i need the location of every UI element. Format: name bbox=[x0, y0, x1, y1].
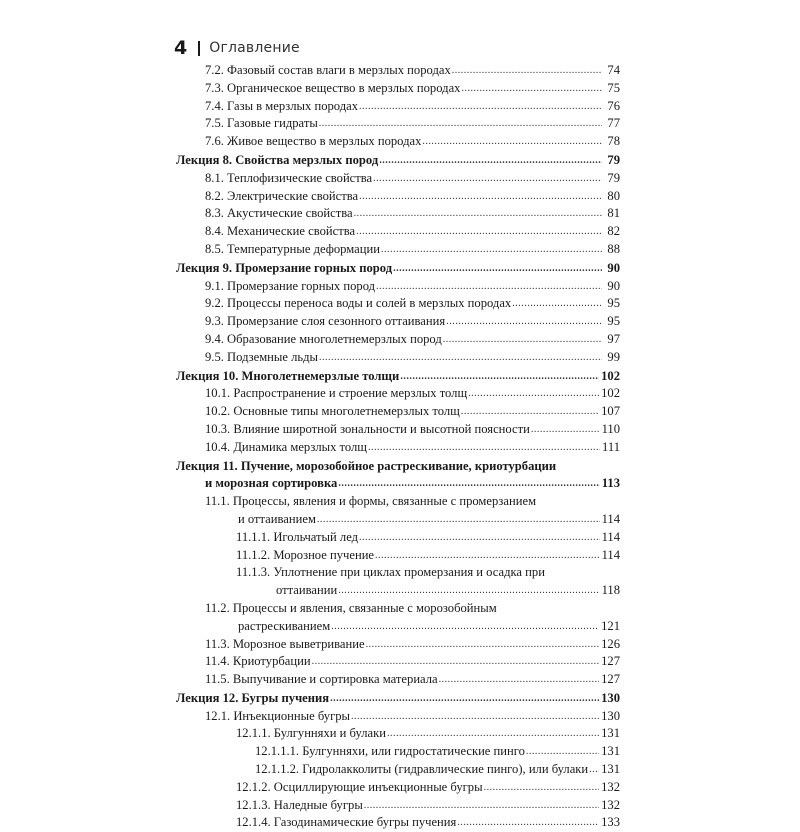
toc-section-entry[interactable] bbox=[176, 529, 620, 547]
toc-section-entry[interactable] bbox=[176, 779, 620, 797]
toc-entry-label: 11.1.3. Уплотнение при циклах промерзания и осадка при bbox=[236, 565, 545, 580]
toc-entry-label: 10.4. Динамика мерзлых толщ bbox=[205, 439, 367, 454]
toc-page-number: 79 bbox=[607, 170, 620, 185]
toc-entry-row bbox=[205, 708, 620, 726]
toc-entry-row bbox=[205, 80, 620, 98]
toc-section-entry[interactable] bbox=[176, 188, 620, 206]
toc-entry-row bbox=[205, 671, 620, 689]
toc-section-entry[interactable] bbox=[176, 600, 620, 636]
toc-entry-row bbox=[176, 152, 620, 170]
toc-entry-row bbox=[236, 797, 620, 815]
toc-entry-label: 9.4. Образование многолетнемерзлых пород bbox=[205, 331, 442, 346]
toc-entry-label: 8.4. Механические свойства bbox=[205, 224, 356, 239]
toc-page-number: 118 bbox=[601, 583, 620, 598]
toc-entry-label: 8.5. Температурные деформации bbox=[205, 241, 380, 256]
toc-page-number: 78 bbox=[607, 134, 620, 149]
toc-entry-row bbox=[255, 761, 620, 779]
dot-leader bbox=[354, 205, 602, 223]
toc-section-entry[interactable] bbox=[176, 421, 620, 439]
dot-leader bbox=[351, 708, 599, 726]
toc-page-number: 102 bbox=[601, 368, 620, 383]
toc-entry-row bbox=[205, 653, 620, 671]
toc-page-number: 131 bbox=[601, 762, 620, 777]
toc-entry-label: Лекция 12. Бугры пучения bbox=[176, 690, 330, 705]
toc-entry-row bbox=[205, 313, 620, 331]
dot-leader bbox=[461, 403, 599, 421]
toc-page-number: 79 bbox=[607, 152, 620, 167]
toc-entry-label: 11.5. Выпучивание и сортировка материала bbox=[205, 672, 438, 687]
toc-entry-row bbox=[205, 385, 620, 403]
toc-entry-label: 9.5. Подземные льды bbox=[205, 349, 318, 364]
toc-page-number: 114 bbox=[601, 511, 620, 526]
dot-leader bbox=[338, 582, 599, 600]
dot-leader bbox=[319, 115, 602, 133]
toc-entry-label: 12.1.1.2. Гидролакколиты (гидравлические пинго), или булаки bbox=[255, 762, 589, 777]
toc-entry-row bbox=[176, 260, 620, 278]
toc-entry-label: 7.2. Фазовый состав влаги в мерзлых породах bbox=[205, 63, 451, 77]
toc-page-number: 77 bbox=[607, 116, 620, 131]
toc-page-number: 131 bbox=[601, 726, 620, 741]
dot-leader bbox=[359, 188, 602, 206]
toc-page-number: 133 bbox=[601, 815, 620, 830]
toc-entry-label: 12.1.1. Булгунняхи и булаки bbox=[236, 726, 386, 741]
toc-section-entry[interactable] bbox=[176, 493, 620, 529]
toc-entry-label: 8.1. Теплофизические свойства bbox=[205, 170, 373, 185]
dot-leader bbox=[589, 761, 599, 779]
toc-entry-label: 11.2. Процессы и явления, связанные с морозобойным bbox=[205, 600, 497, 615]
dot-leader bbox=[312, 653, 600, 671]
table-of-contents bbox=[176, 62, 620, 832]
toc-entry-label-continuation: оттаивании bbox=[276, 583, 338, 598]
toc-entry-label: 12.1. Инъекционные бугры bbox=[205, 708, 350, 723]
toc-page-number: 111 bbox=[602, 439, 620, 454]
dot-leader bbox=[531, 421, 600, 439]
toc-page-number: 130 bbox=[601, 708, 620, 723]
header-title: Оглавление bbox=[209, 40, 300, 56]
toc-entry-row bbox=[205, 295, 620, 313]
toc-page-number: 114 bbox=[601, 529, 620, 544]
toc-entry-row bbox=[236, 779, 620, 797]
dot-leader bbox=[422, 133, 602, 151]
toc-entry-row bbox=[236, 529, 620, 547]
toc-entry-label: 7.4. Газы в мерзлых породах bbox=[205, 98, 359, 113]
toc-entry-label: Лекция 8. Свойства мерзлых пород bbox=[176, 152, 379, 167]
toc-page-number: 110 bbox=[601, 421, 620, 436]
dot-leader bbox=[387, 725, 599, 743]
toc-entry-row bbox=[205, 241, 620, 259]
toc-entry-label: 8.3. Акустические свойства bbox=[205, 206, 353, 221]
page-number: 4 bbox=[174, 37, 188, 59]
toc-section-entry[interactable] bbox=[176, 349, 620, 367]
toc-entry-label: Лекция 10. Многолетнемерзлые толщи bbox=[176, 368, 400, 383]
dot-leader bbox=[368, 439, 600, 457]
toc-entry-label: 12.1.2. Осциллирующие инъекционные бугры bbox=[236, 779, 483, 794]
toc-page-number: 132 bbox=[601, 797, 620, 812]
toc-section-entry[interactable] bbox=[176, 761, 620, 779]
dot-leader bbox=[443, 331, 602, 349]
toc-entry-row bbox=[176, 475, 620, 493]
toc-entry-row bbox=[205, 331, 620, 349]
toc-page-number: 113 bbox=[601, 476, 620, 491]
toc-entry-label-continuation: и оттаиванием bbox=[238, 511, 316, 526]
toc-entry-row bbox=[205, 403, 620, 421]
toc-page-number: 132 bbox=[601, 779, 620, 794]
dot-leader bbox=[468, 385, 599, 403]
toc-section-entry[interactable] bbox=[176, 223, 620, 241]
toc-entry-row bbox=[236, 814, 620, 832]
toc-section-entry[interactable] bbox=[176, 708, 620, 726]
toc-section-entry[interactable] bbox=[176, 295, 620, 313]
toc-entry-label: 11.4. Криотурбации bbox=[205, 654, 311, 669]
toc-page-number: 121 bbox=[601, 618, 620, 633]
toc-section-entry[interactable] bbox=[176, 743, 620, 761]
toc-entry-label: 7.3. Органическое вещество в мерзлых породах bbox=[205, 80, 461, 95]
toc-entry-label: Лекция 9. Промерзание горных пород bbox=[176, 260, 393, 275]
toc-entry-label: 9.1. Промерзание горных пород bbox=[205, 278, 376, 293]
toc-section-entry[interactable] bbox=[176, 133, 620, 151]
toc-section-entry[interactable] bbox=[176, 241, 620, 259]
dot-leader bbox=[366, 636, 600, 654]
toc-page-number: 107 bbox=[601, 404, 620, 419]
toc-section-entry[interactable] bbox=[176, 653, 620, 671]
toc-entry-label: 12.1.3. Наледные бугры bbox=[236, 797, 363, 812]
toc-entry-label: 10.2. Основные типы многолетнемерзлых толщ bbox=[205, 404, 460, 419]
toc-entry-label: 11.1.1. Игольчатый лед bbox=[236, 529, 359, 544]
toc-entry-row bbox=[205, 223, 620, 241]
toc-entry-label: Лекция 11. Пучение, морозобойное растрескивание, криотурбации bbox=[176, 458, 557, 473]
toc-entry-label: 12.1.4. Газодинамические бугры пучения bbox=[236, 815, 457, 830]
dot-leader bbox=[512, 295, 602, 313]
toc-page-number: 126 bbox=[601, 636, 620, 651]
dot-leader bbox=[359, 98, 602, 116]
toc-entry-label-continuation: и морозная сортировка bbox=[205, 476, 338, 491]
toc-entry-label: 10.1. Распространение и строение мерзлых толщ bbox=[205, 386, 468, 401]
toc-page-number: 127 bbox=[601, 672, 620, 687]
toc-section-entry[interactable] bbox=[176, 797, 620, 815]
toc-entry-row bbox=[236, 725, 620, 743]
toc-section-entry[interactable] bbox=[176, 814, 620, 832]
dot-leader bbox=[356, 223, 602, 241]
toc-section-entry[interactable] bbox=[176, 115, 620, 133]
toc-entry-row bbox=[255, 743, 620, 761]
toc-page-number: 131 bbox=[601, 744, 620, 759]
toc-section-entry[interactable] bbox=[176, 547, 620, 565]
toc-section-entry[interactable] bbox=[176, 170, 620, 188]
toc-section-entry[interactable] bbox=[176, 725, 620, 743]
toc-entry-row bbox=[205, 511, 620, 529]
toc-entry-row bbox=[205, 62, 620, 80]
toc-entry-row bbox=[176, 690, 620, 708]
dot-leader bbox=[381, 241, 602, 259]
dot-leader bbox=[338, 475, 599, 493]
toc-section-entry[interactable] bbox=[176, 439, 620, 457]
dot-leader bbox=[461, 80, 602, 98]
toc-entry-label: 11.3. Морозное выветривание bbox=[205, 636, 365, 651]
toc-entry-label: 11.1.2. Морозное пучение bbox=[236, 547, 375, 562]
toc-lecture-entry[interactable] bbox=[176, 458, 620, 494]
toc-section-entry[interactable] bbox=[176, 278, 620, 296]
toc-lecture-entry[interactable] bbox=[176, 152, 620, 170]
toc-entry-row bbox=[205, 133, 620, 151]
toc-entry-row bbox=[205, 170, 620, 188]
toc-entry-row bbox=[236, 547, 620, 565]
toc-section-entry[interactable] bbox=[176, 205, 620, 223]
toc-entry-label: 9.2. Процессы переноса воды и солей в мерзлых породах bbox=[205, 296, 512, 311]
toc-entry-label: 10.3. Влияние широтной зональности и высотной поясности bbox=[205, 421, 530, 436]
toc-page-number: 97 bbox=[607, 331, 620, 346]
toc-section-entry[interactable] bbox=[176, 636, 620, 654]
page-header bbox=[174, 37, 300, 59]
toc-entry-row bbox=[205, 278, 620, 296]
dot-leader bbox=[359, 529, 600, 547]
toc-page-number: 102 bbox=[601, 386, 620, 401]
toc-entry-row bbox=[205, 98, 620, 116]
toc-page-number: 74 bbox=[607, 63, 620, 77]
dot-leader bbox=[439, 671, 599, 689]
dot-leader bbox=[526, 743, 599, 761]
toc-page-number: 95 bbox=[607, 296, 620, 311]
toc-entry-label: 9.3. Промерзание слоя сезонного оттаивания bbox=[205, 314, 446, 329]
toc-entry-label: 7.5. Газовые гидраты bbox=[205, 116, 318, 131]
toc-section-entry[interactable] bbox=[176, 331, 620, 349]
toc-entry-row bbox=[205, 349, 620, 367]
toc-entry-row bbox=[205, 205, 620, 223]
header-divider bbox=[198, 41, 200, 56]
toc-entry-row bbox=[205, 115, 620, 133]
dot-leader bbox=[457, 814, 599, 832]
toc-section-entry[interactable] bbox=[176, 403, 620, 421]
dot-leader bbox=[379, 152, 602, 170]
toc-section-entry[interactable] bbox=[176, 313, 620, 331]
toc-section-entry[interactable] bbox=[176, 671, 620, 689]
toc-entry-row bbox=[205, 188, 620, 206]
toc-page-number: 114 bbox=[601, 547, 620, 562]
toc-page-number: 81 bbox=[607, 206, 620, 221]
toc-page-number: 88 bbox=[607, 241, 620, 256]
dot-leader bbox=[452, 62, 602, 80]
toc-lecture-entry[interactable] bbox=[176, 690, 620, 708]
toc-lecture-entry[interactable] bbox=[176, 260, 620, 278]
toc-page-number: 130 bbox=[601, 690, 620, 705]
toc-page-number: 76 bbox=[607, 98, 620, 113]
toc-entry-label: 7.6. Живое вещество в мерзлых породах bbox=[205, 134, 422, 149]
toc-entry-label-continuation: растрескиванием bbox=[238, 618, 331, 633]
toc-section-entry[interactable] bbox=[176, 62, 620, 80]
dot-leader bbox=[393, 260, 602, 278]
dot-leader bbox=[330, 690, 599, 708]
toc-page-number: 75 bbox=[607, 80, 620, 95]
dot-leader bbox=[376, 278, 602, 296]
toc-section-entry[interactable] bbox=[176, 98, 620, 116]
toc-entry-row bbox=[205, 439, 620, 457]
toc-entry-row bbox=[205, 636, 620, 654]
dot-leader bbox=[446, 313, 602, 331]
toc-page-number: 90 bbox=[607, 278, 620, 293]
dot-leader bbox=[373, 170, 602, 188]
dot-leader bbox=[400, 368, 599, 386]
dot-leader bbox=[319, 349, 602, 367]
dot-leader bbox=[317, 511, 600, 529]
dot-leader bbox=[364, 797, 599, 815]
dot-leader bbox=[375, 547, 600, 565]
toc-entry-label: 12.1.1.1. Булгунняхи, или гидростатические пинго bbox=[255, 744, 525, 759]
toc-entry-row bbox=[176, 368, 620, 386]
toc-entry-row bbox=[236, 582, 620, 600]
toc-page-number: 90 bbox=[607, 260, 620, 275]
toc-entry-label: 11.1. Процессы, явления и формы, связанные с промерзанием bbox=[205, 494, 537, 509]
dot-leader bbox=[484, 779, 600, 797]
toc-lecture-entry[interactable] bbox=[176, 368, 620, 386]
toc-section-entry[interactable] bbox=[176, 385, 620, 403]
toc-page-number: 127 bbox=[601, 654, 620, 669]
toc-page-number: 82 bbox=[607, 224, 620, 239]
toc-page-number: 99 bbox=[607, 349, 620, 364]
toc-page-number: 95 bbox=[607, 314, 620, 329]
toc-entry-label: 8.2. Электрические свойства bbox=[205, 188, 359, 203]
toc-entry-row bbox=[205, 421, 620, 439]
dot-leader bbox=[331, 618, 599, 636]
toc-entry-row bbox=[205, 618, 620, 636]
toc-section-entry[interactable] bbox=[176, 564, 620, 600]
toc-section-entry[interactable] bbox=[176, 80, 620, 98]
toc-page-number: 80 bbox=[607, 188, 620, 203]
